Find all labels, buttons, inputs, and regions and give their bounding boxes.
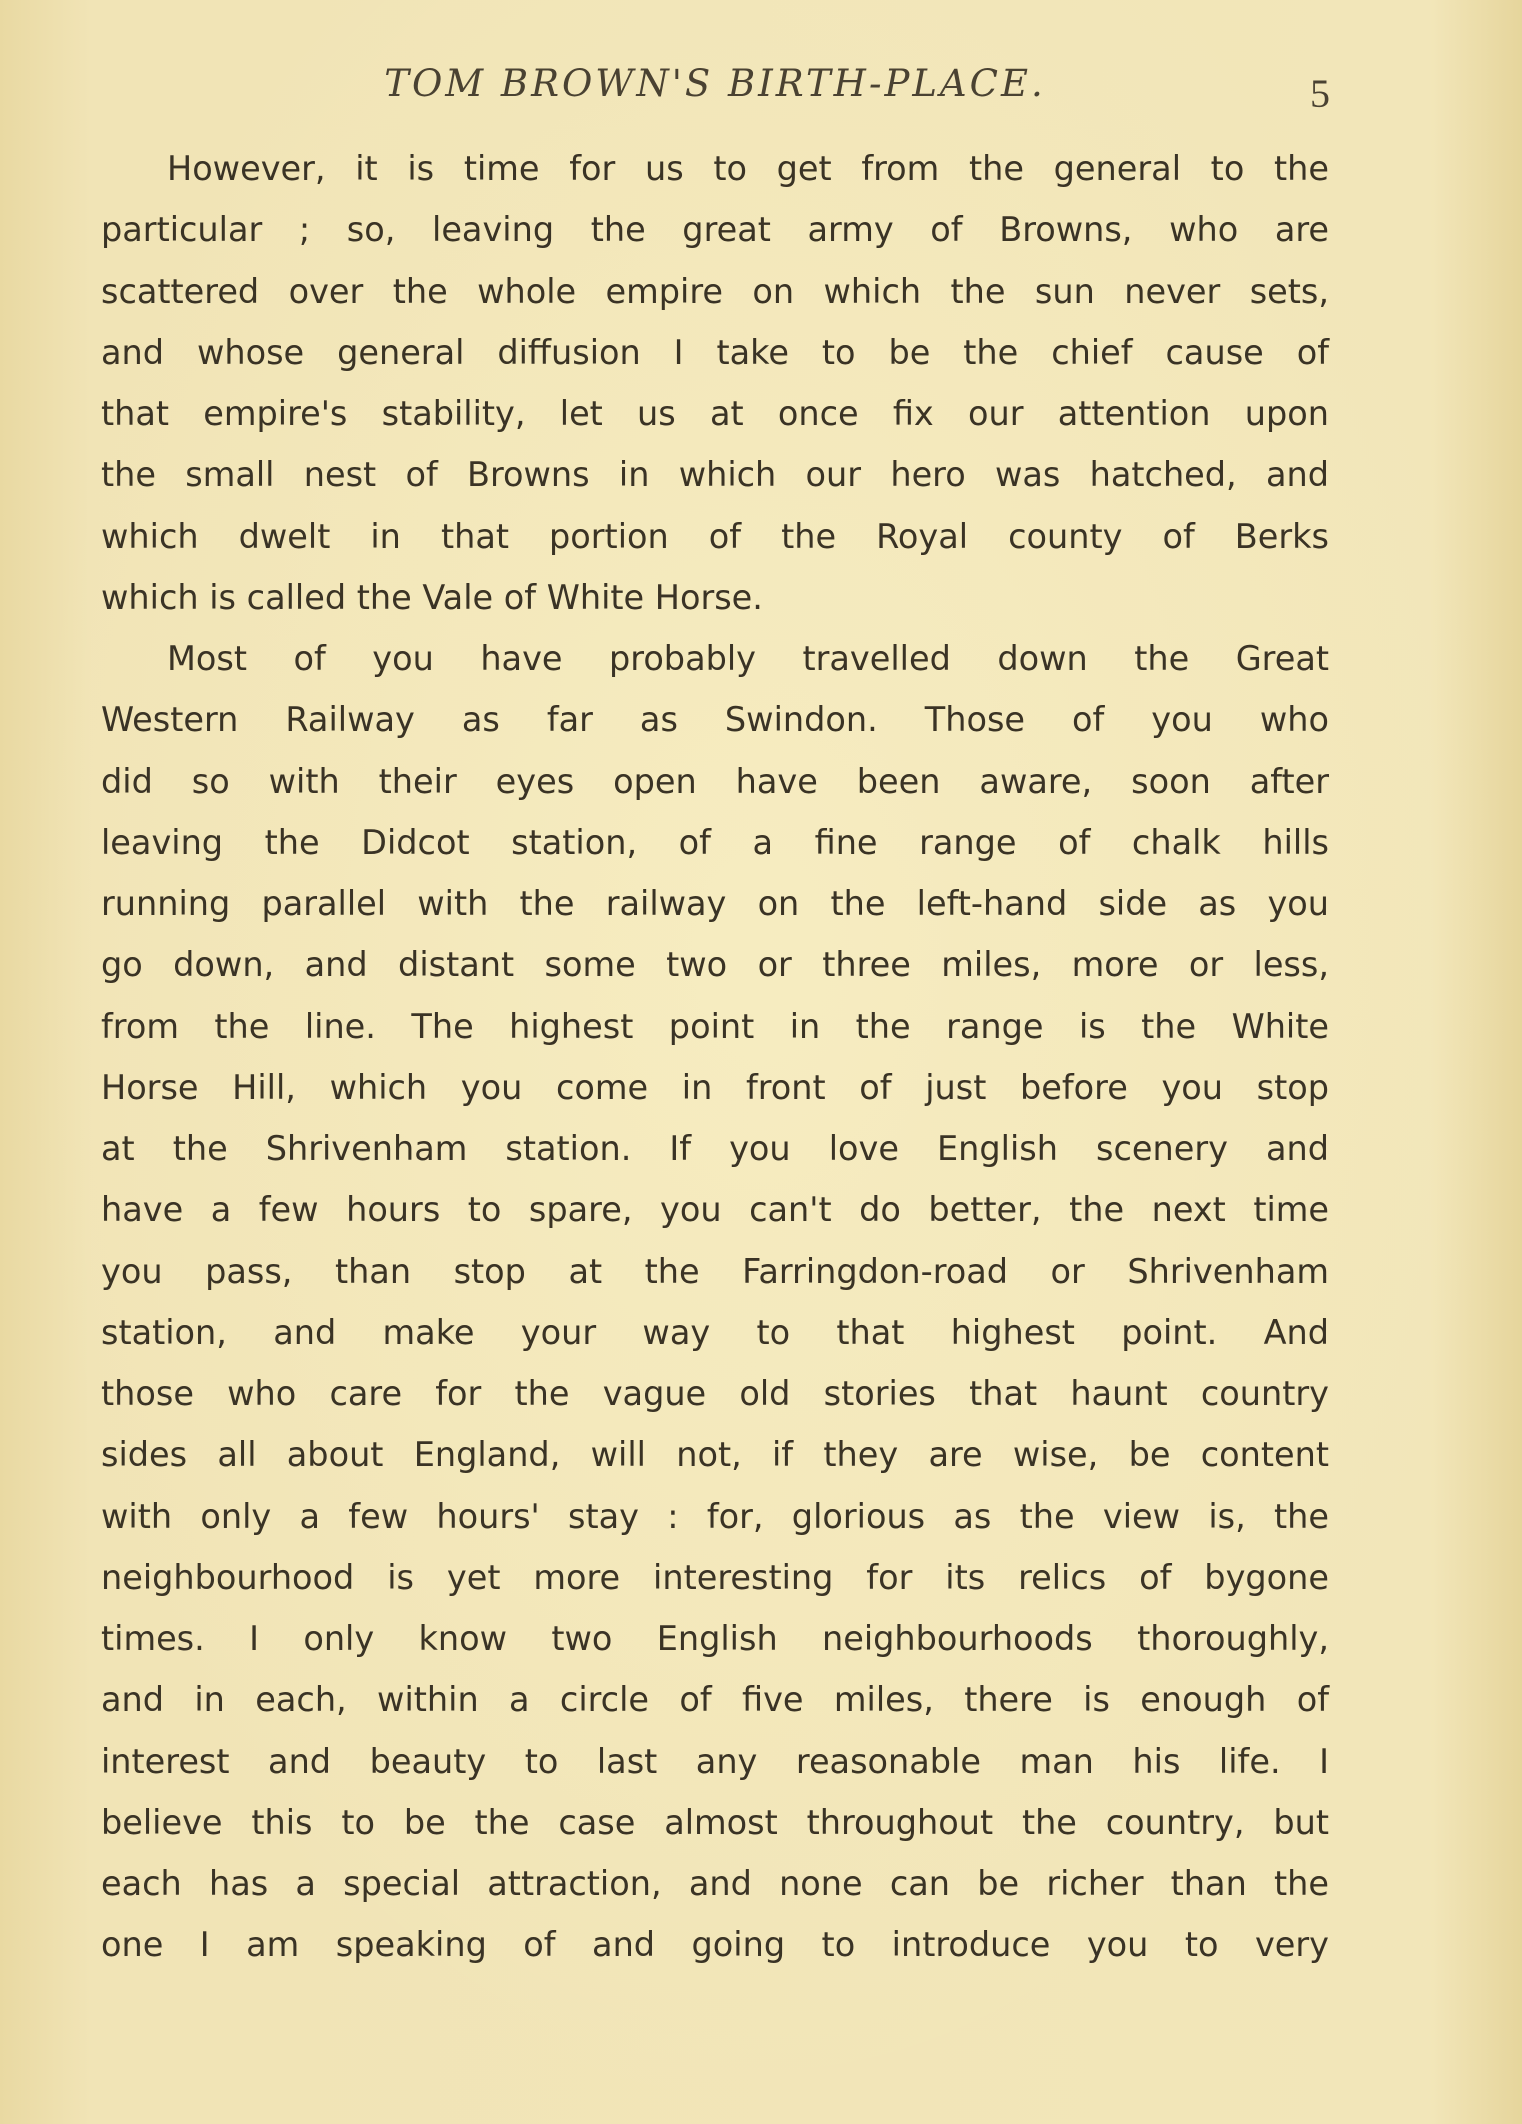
text-line: running parallel with the railway on the left-hand side as you	[101, 884, 1329, 923]
text-line: you pass, than stop at the Farringdon-road or Shrivenham	[101, 1251, 1329, 1291]
page-number: 5	[1310, 71, 1330, 116]
body-text	[101, 138, 1329, 1976]
running-title: TOM BROWN'S BIRTH-PLACE.	[384, 62, 1046, 105]
text-line: and whose general diffusion I take to be the chief cause of	[101, 332, 1329, 372]
text-line: neighbourhood is yet more interesting for its relics of bygone	[101, 1557, 1329, 1597]
text-line: Horse Hill, which you come in front of just before you stop	[101, 1067, 1329, 1107]
text-line: interest and beauty to last any reasonable man his life. I	[101, 1741, 1329, 1781]
text-line: that empire's stability, let us at once fix our attention upon	[101, 394, 1329, 433]
text-line: scattered over the whole empire on which the sun never sets,	[101, 271, 1329, 311]
text-line: leaving the Didcot station, of a fine range of chalk hills	[101, 822, 1329, 862]
text-line: have a few hours to spare, you can't do better, the next time	[101, 1190, 1329, 1230]
text-line: with only a few hours' stay : for, glorious as the view is, the	[101, 1496, 1329, 1536]
text-line: and in each, within a circle of five miles, there is enough of	[101, 1680, 1329, 1720]
paragraph-2	[101, 628, 1329, 1976]
text-line: go down, and distant some two or three miles, more or less,	[101, 945, 1329, 985]
text-line: those who care for the vague old stories that haunt country	[101, 1374, 1329, 1413]
text-line: believe this to be the case almost throughout the country, but	[101, 1802, 1329, 1842]
text-line: one I am speaking of and going to introduce you to very	[101, 1925, 1329, 1965]
text-line: did so with their eyes open have been aware, soon after	[101, 761, 1329, 801]
text-line: which is called the Vale of White Horse.	[101, 577, 763, 617]
text-line: station, and make your way to that highest point. And	[101, 1312, 1329, 1352]
text-line: each has a special attraction, and none can be richer than the	[101, 1864, 1329, 1903]
paragraph-1	[101, 138, 1329, 628]
text-line: times. I only know two English neighbourhoods thoroughly,	[101, 1619, 1329, 1658]
text-line: sides all about England, will not, if they are wise, be content	[101, 1435, 1329, 1475]
text-line: Western Railway as far as Swindon. Those of you who	[101, 700, 1329, 740]
text-line: Most of you have probably travelled down the Great	[167, 639, 1329, 678]
page-header	[100, 62, 1330, 122]
text-line: which dwelt in that portion of the Royal county of Berks	[101, 516, 1329, 556]
text-line: However, it is time for us to get from the general to the	[167, 149, 1329, 188]
text-line: at the Shrivenham station. If you love English scenery and	[101, 1129, 1329, 1168]
text-line: the small nest of Browns in which our hero was hatched, and	[101, 455, 1329, 495]
text-line: particular ; so, leaving the great army of Browns, who are	[101, 210, 1329, 250]
text-line: from the line. The highest point in the range is the White	[101, 1006, 1329, 1046]
